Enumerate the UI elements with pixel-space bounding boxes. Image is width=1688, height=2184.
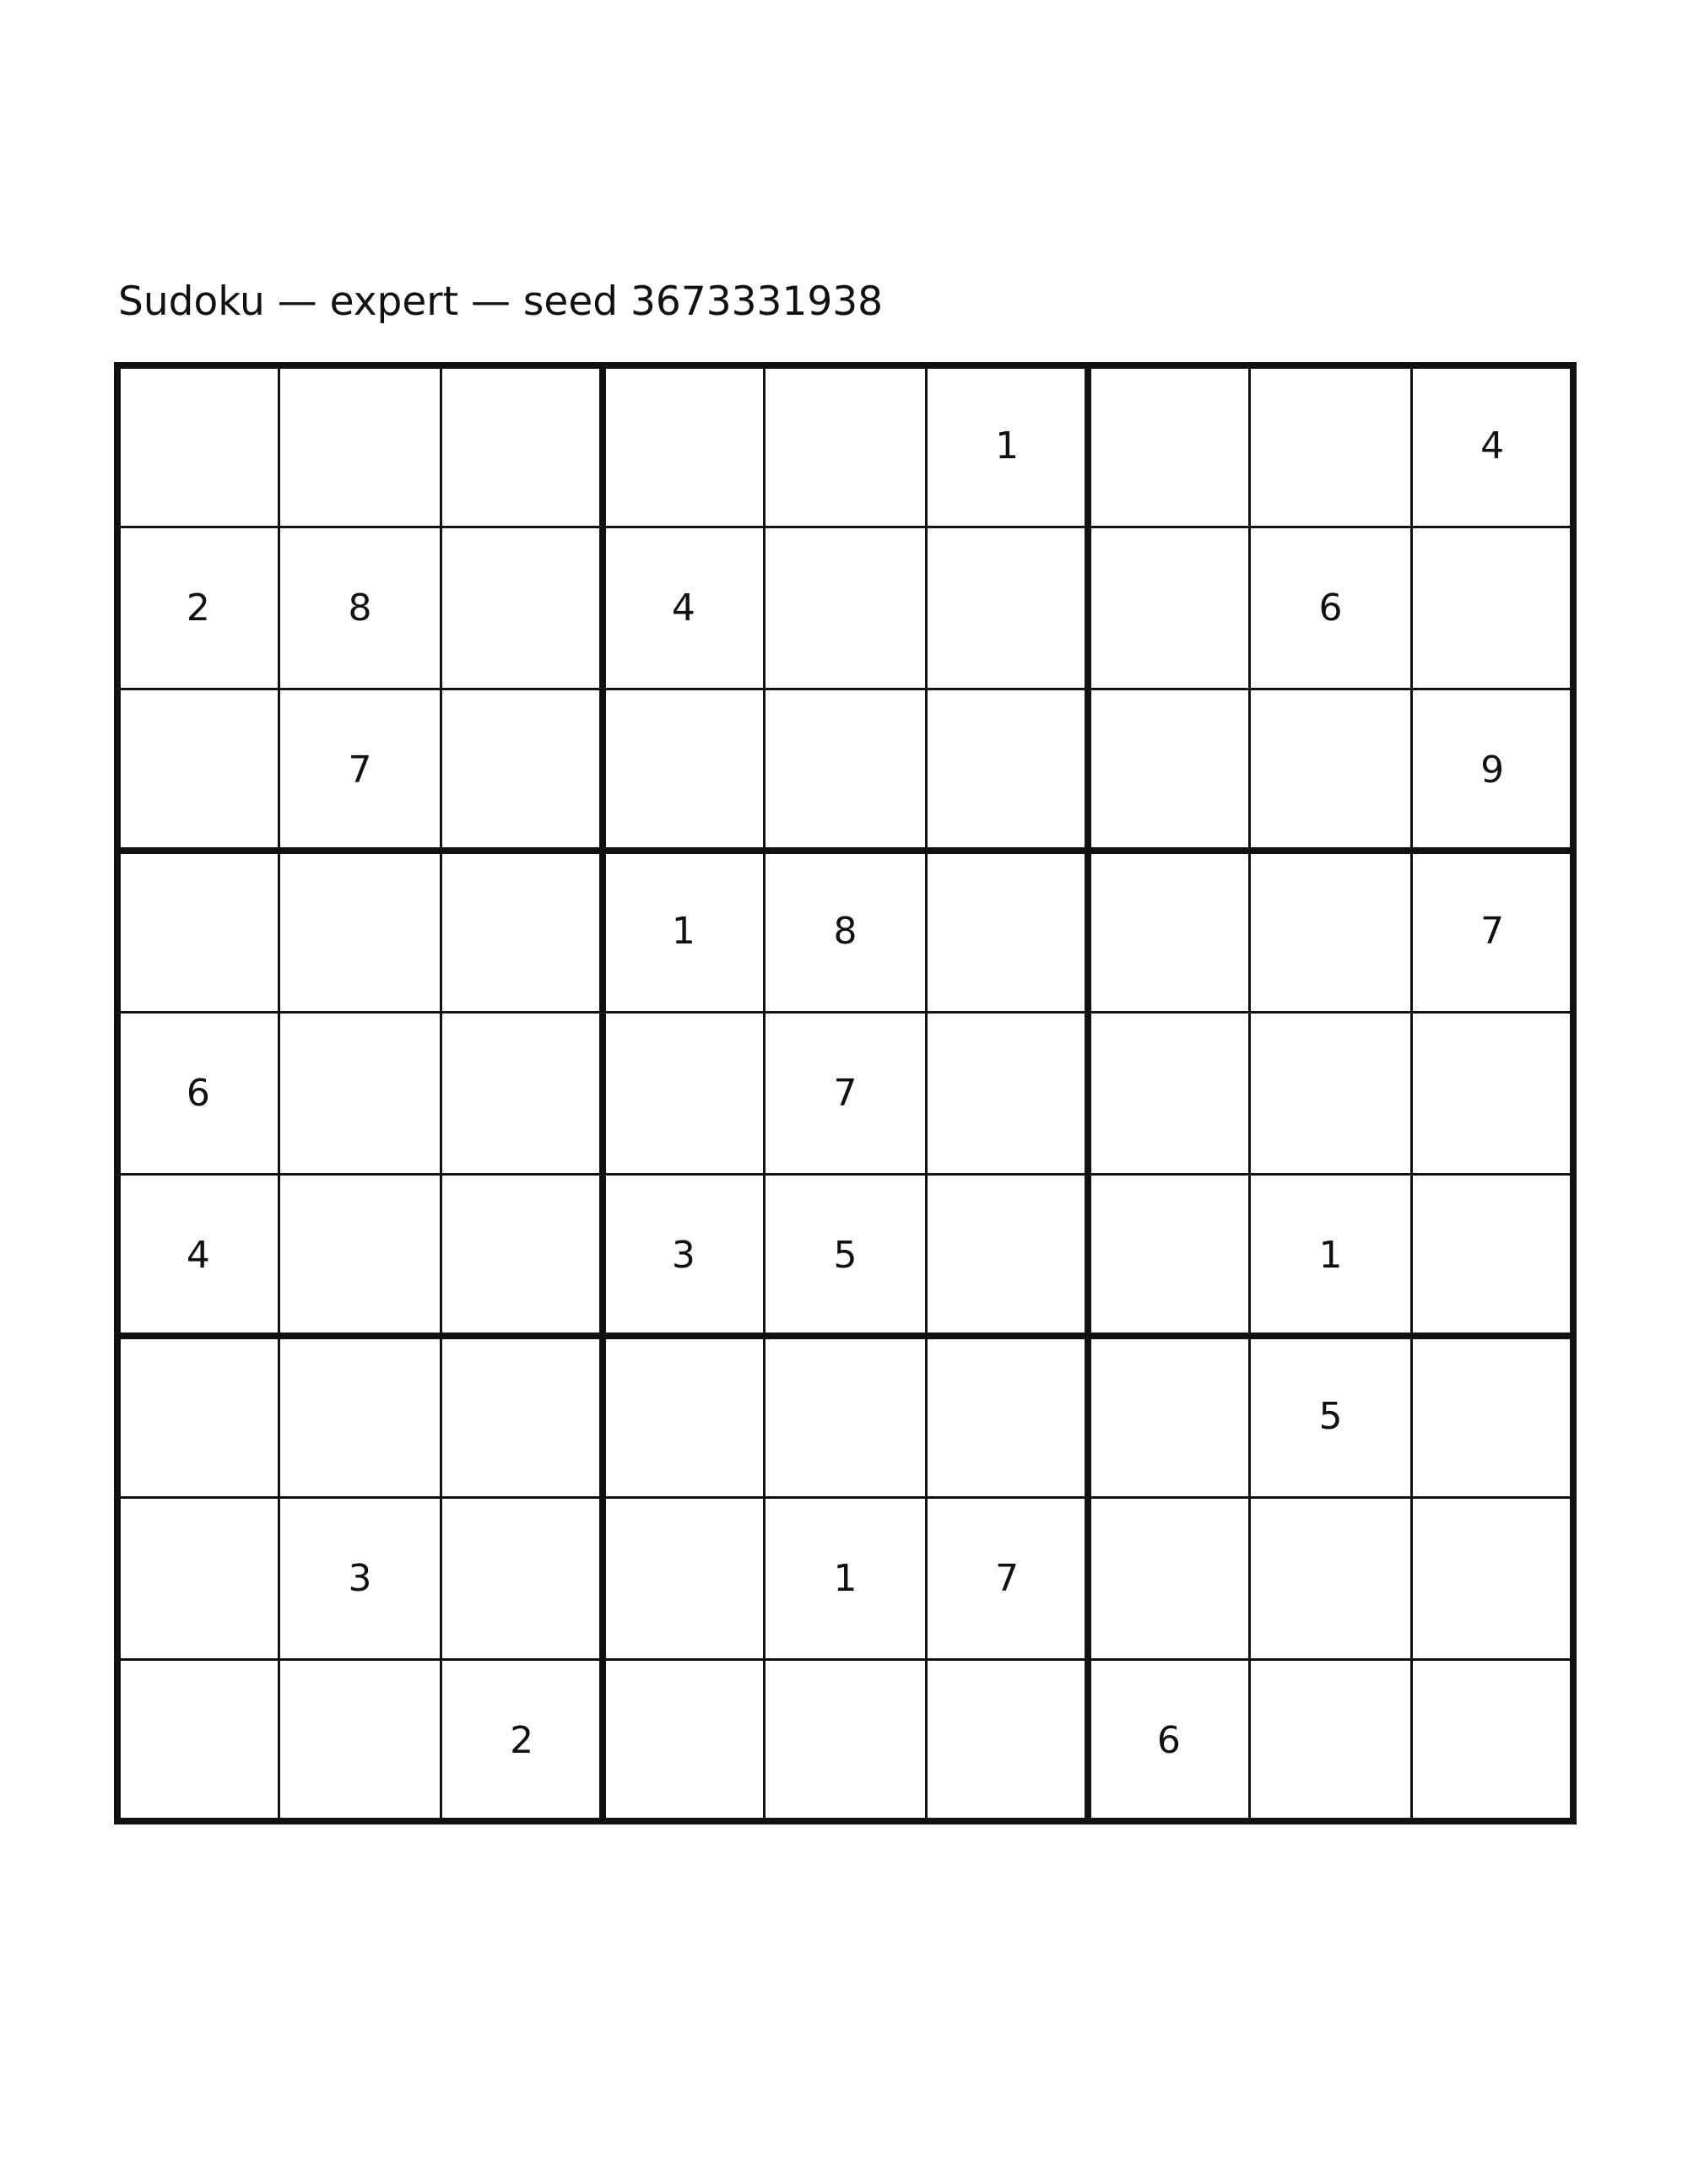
cell-divider-horizontal <box>114 1173 1577 1176</box>
given-cell: 7 <box>833 1071 858 1115</box>
empty-cell[interactable] <box>1250 1013 1412 1175</box>
empty-cell[interactable] <box>926 1013 1088 1175</box>
empty-cell[interactable] <box>117 689 279 851</box>
empty-cell[interactable] <box>1088 851 1250 1013</box>
empty-cell[interactable] <box>1411 1013 1573 1175</box>
given-cell: 6 <box>186 1071 210 1115</box>
empty-cell[interactable] <box>1088 1013 1250 1175</box>
empty-cell[interactable] <box>1250 1498 1412 1660</box>
box-divider-horizontal <box>114 847 1577 854</box>
empty-cell[interactable] <box>765 1659 927 1821</box>
box-divider-vertical <box>1085 362 1091 1825</box>
given-cell: 8 <box>833 910 858 954</box>
given-cell: 8 <box>348 586 372 630</box>
empty-cell[interactable] <box>1411 1659 1573 1821</box>
empty-cell[interactable] <box>1088 1174 1250 1336</box>
given-cell: 7 <box>1480 910 1505 954</box>
empty-cell[interactable] <box>441 1174 603 1336</box>
cell-divider-horizontal <box>114 1658 1577 1662</box>
empty-cell[interactable] <box>926 1336 1088 1498</box>
empty-cell[interactable] <box>603 1498 765 1660</box>
empty-cell[interactable] <box>765 1336 927 1498</box>
given-cell: 3 <box>671 1233 695 1277</box>
given-cell: 2 <box>510 1718 534 1762</box>
empty-cell[interactable] <box>1411 1336 1573 1498</box>
empty-cell[interactable] <box>441 851 603 1013</box>
box-divider-vertical <box>114 362 121 1825</box>
empty-cell[interactable] <box>117 365 279 527</box>
box-divider-vertical <box>1570 362 1577 1825</box>
empty-cell[interactable] <box>603 1013 765 1175</box>
empty-cell[interactable] <box>441 527 603 689</box>
empty-cell[interactable] <box>1088 1498 1250 1660</box>
empty-cell[interactable] <box>441 365 603 527</box>
empty-cell[interactable] <box>117 851 279 1013</box>
empty-cell[interactable] <box>603 1659 765 1821</box>
empty-cell[interactable] <box>926 1174 1088 1336</box>
empty-cell[interactable] <box>926 527 1088 689</box>
empty-cell[interactable] <box>1088 1336 1250 1498</box>
cell-divider-vertical <box>440 362 443 1825</box>
given-cell: 3 <box>348 1556 372 1600</box>
cell-divider-vertical <box>278 362 281 1825</box>
empty-cell[interactable] <box>441 689 603 851</box>
cell-divider-horizontal <box>114 688 1577 691</box>
empty-cell[interactable] <box>603 365 765 527</box>
empty-cell[interactable] <box>926 689 1088 851</box>
empty-cell[interactable] <box>1088 689 1250 851</box>
given-cell: 6 <box>1156 1718 1181 1762</box>
given-cell: 6 <box>1318 586 1343 630</box>
empty-cell[interactable] <box>1250 689 1412 851</box>
empty-cell[interactable] <box>279 1659 441 1821</box>
empty-cell[interactable] <box>603 1336 765 1498</box>
given-cell: 4 <box>671 586 695 630</box>
given-cell: 5 <box>833 1233 858 1277</box>
empty-cell[interactable] <box>441 1498 603 1660</box>
empty-cell[interactable] <box>279 1336 441 1498</box>
cell-divider-horizontal <box>114 1496 1577 1500</box>
empty-cell[interactable] <box>441 1013 603 1175</box>
given-cell: 4 <box>186 1233 210 1277</box>
empty-cell[interactable] <box>603 689 765 851</box>
given-cell: 4 <box>1480 424 1505 468</box>
empty-cell[interactable] <box>117 1498 279 1660</box>
empty-cell[interactable] <box>117 1336 279 1498</box>
given-cell: 7 <box>348 748 372 792</box>
box-divider-horizontal <box>114 1333 1577 1339</box>
given-cell: 1 <box>1318 1233 1343 1277</box>
empty-cell[interactable] <box>279 851 441 1013</box>
puzzle-title: Sudoku — expert — seed 3673331938 <box>118 278 884 325</box>
empty-cell[interactable] <box>441 1336 603 1498</box>
cell-divider-vertical <box>1248 362 1252 1825</box>
given-cell: 2 <box>186 586 210 630</box>
empty-cell[interactable] <box>279 1174 441 1336</box>
empty-cell[interactable] <box>117 1659 279 1821</box>
given-cell: 1 <box>995 424 1020 468</box>
empty-cell[interactable] <box>1411 1174 1573 1336</box>
empty-cell[interactable] <box>1250 1659 1412 1821</box>
box-divider-horizontal <box>114 362 1577 369</box>
empty-cell[interactable] <box>765 365 927 527</box>
empty-cell[interactable] <box>279 365 441 527</box>
empty-cell[interactable] <box>1088 365 1250 527</box>
empty-cell[interactable] <box>765 689 927 851</box>
cell-divider-horizontal <box>114 1011 1577 1014</box>
empty-cell[interactable] <box>279 1013 441 1175</box>
empty-cell[interactable] <box>926 851 1088 1013</box>
given-cell: 7 <box>995 1556 1020 1600</box>
given-cell: 9 <box>1480 748 1505 792</box>
given-cell: 1 <box>671 910 695 954</box>
empty-cell[interactable] <box>1250 365 1412 527</box>
empty-cell[interactable] <box>1411 1498 1573 1660</box>
box-divider-vertical <box>599 362 606 1825</box>
given-cell: 1 <box>833 1556 858 1600</box>
cell-divider-vertical <box>763 362 766 1825</box>
sudoku-board <box>117 365 1573 1821</box>
cell-divider-vertical <box>1410 362 1414 1825</box>
empty-cell[interactable] <box>765 527 927 689</box>
cell-divider-vertical <box>925 362 928 1825</box>
empty-cell[interactable] <box>926 1659 1088 1821</box>
cell-divider-horizontal <box>114 526 1577 529</box>
box-divider-horizontal <box>114 1818 1577 1825</box>
given-cell: 5 <box>1318 1395 1343 1439</box>
empty-cell[interactable] <box>1088 527 1250 689</box>
empty-cell[interactable] <box>1411 527 1573 689</box>
empty-cell[interactable] <box>1250 851 1412 1013</box>
